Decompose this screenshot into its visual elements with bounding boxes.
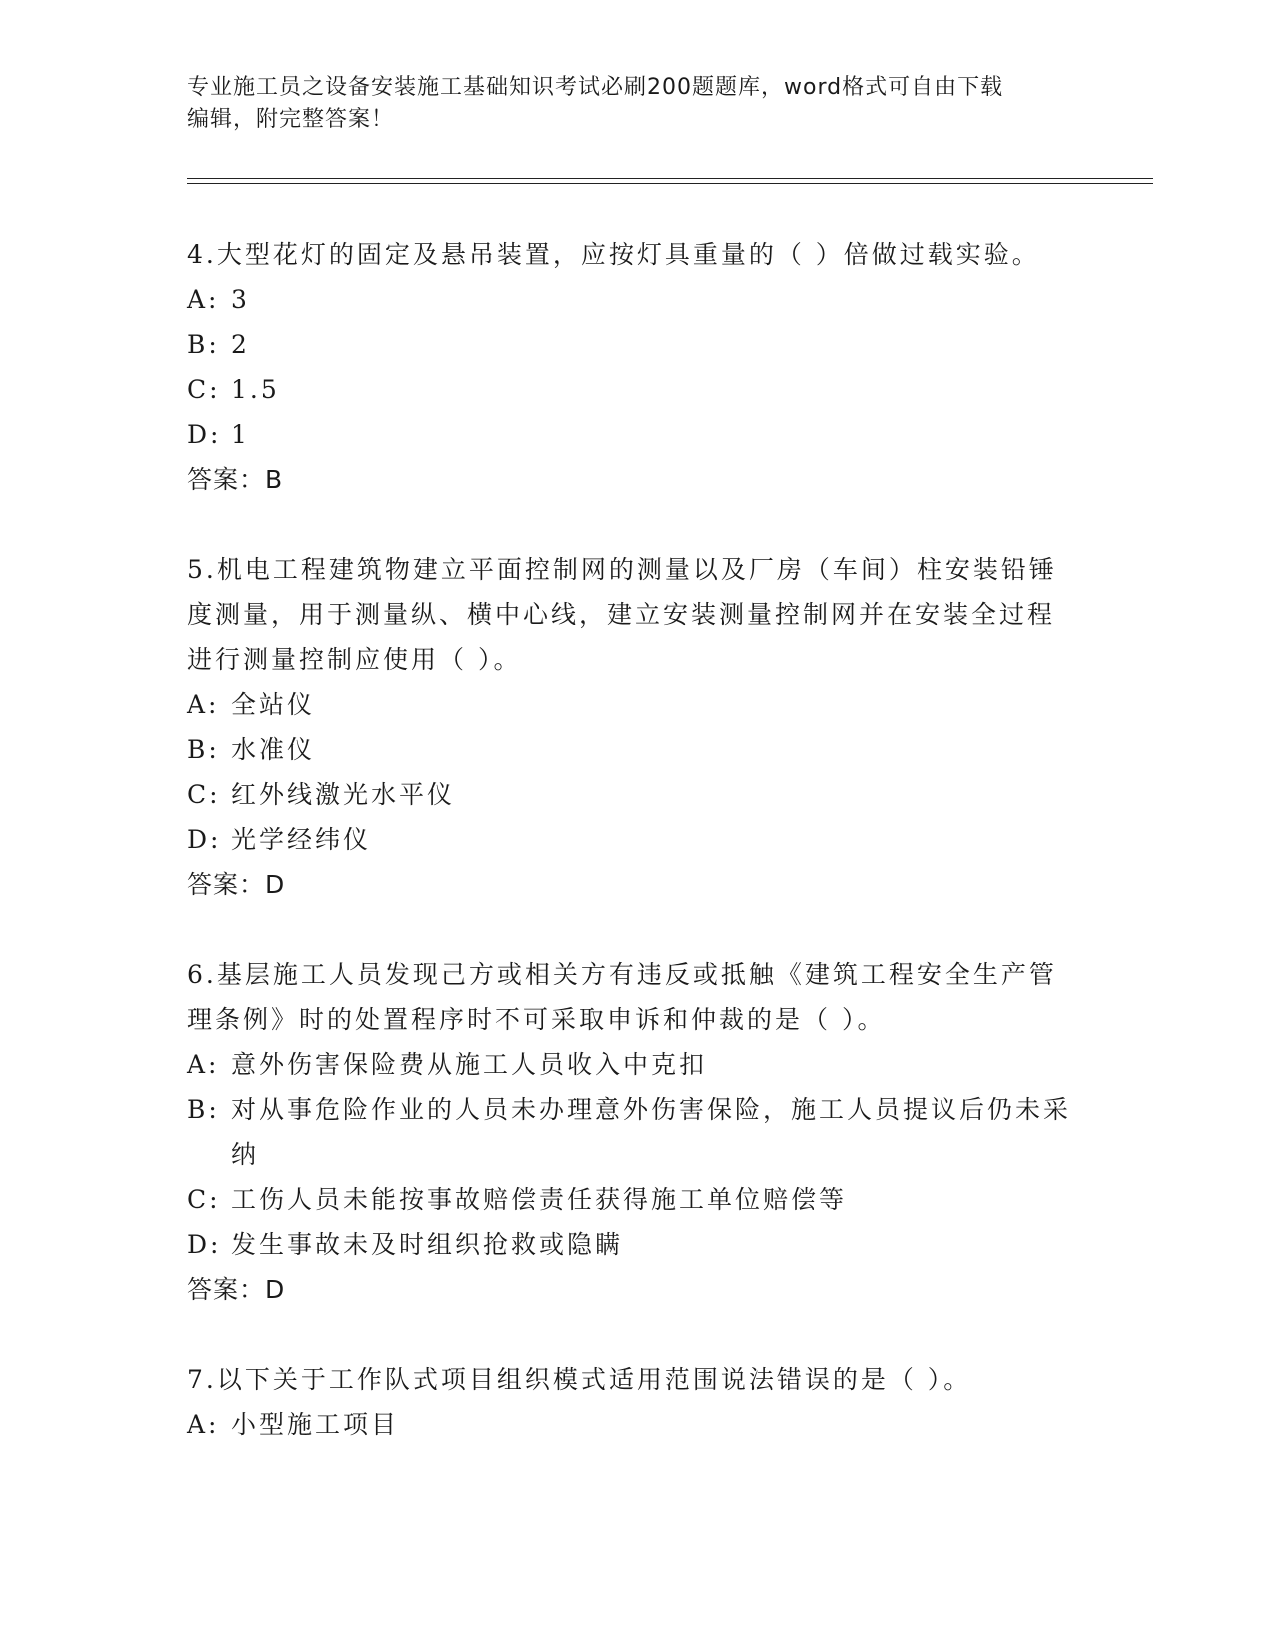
option-d	[187, 412, 1087, 457]
header-title-line-1: 专业施工员之设备安装施工基础知识考试必刷200题题库，word格式可自由下载	[187, 75, 1004, 100]
option-label: B:	[187, 330, 220, 359]
option-c	[187, 772, 1087, 817]
option-text: 全站仪	[231, 690, 316, 719]
option-text: 2	[231, 330, 250, 359]
option-text: 3	[231, 285, 250, 314]
question-stem: 5.机电工程建筑物建立平面控制网的测量以及厂房（车间）柱安装铅锤度测量，用于测量纵、横中心线，建立安装测量控制网并在安装全过程进行测量控制应使用（ ）。	[187, 555, 1057, 674]
option-label: A:	[187, 690, 220, 719]
option-label: A:	[187, 1050, 220, 1079]
option-text: 光学经纬仪	[231, 825, 372, 854]
question-stem: 7.以下关于工作队式项目组织模式适用范围说法错误的是（ ）。	[187, 1365, 972, 1394]
option-label: A:	[187, 285, 220, 314]
option-label: D:	[187, 825, 222, 854]
header-divider-top	[187, 178, 1153, 179]
option-label: D:	[187, 420, 222, 449]
answer-line: 答案：D	[187, 1275, 286, 1304]
option-label: A:	[187, 1410, 220, 1439]
option-text: 小型施工项目	[231, 1410, 400, 1439]
option-a	[187, 1402, 1087, 1447]
question-item	[187, 547, 1087, 907]
option-label: C:	[187, 375, 221, 404]
header-divider-bottom	[187, 183, 1153, 184]
option-a	[187, 682, 1087, 727]
question-stem: 6.基层施工人员发现己方或相关方有违反或抵触《建筑工程安全生产管理条例》时的处置程序时不可采取申诉和仲裁的是（ ）。	[187, 960, 1057, 1034]
option-text: 1.5	[231, 375, 280, 404]
option-c	[187, 1177, 1087, 1222]
option-d	[187, 817, 1087, 862]
option-label: C:	[187, 780, 221, 809]
option-a	[187, 1042, 1087, 1087]
option-text: 发生事故未及时组织抢救或隐瞒	[231, 1230, 624, 1259]
option-text: 对从事危险作业的人员未办理意外伤害保险，施工人员提议后仍未采纳	[231, 1095, 1072, 1169]
option-label: D:	[187, 1230, 222, 1259]
question-stem: 4.大型花灯的固定及悬吊装置，应按灯具重量的（ ）倍做过载实验。	[187, 240, 1040, 269]
option-text: 水准仪	[231, 735, 316, 764]
option-c	[187, 367, 1087, 412]
option-d	[187, 1222, 1087, 1267]
question-item	[187, 952, 1087, 1312]
option-b	[187, 322, 1087, 367]
answer-line: 答案：B	[187, 465, 284, 494]
header-title-line-2: 编辑，附完整答案！	[187, 107, 395, 132]
option-b	[187, 1087, 1087, 1177]
question-item	[187, 232, 1087, 502]
option-label: C:	[187, 1185, 221, 1214]
option-b	[187, 727, 1087, 772]
question-list	[187, 232, 1087, 1492]
option-text: 工伤人员未能按事故赔偿责任获得施工单位赔偿等	[231, 1185, 848, 1214]
option-label: B:	[187, 735, 220, 764]
question-item	[187, 1357, 1087, 1447]
option-text: 1	[231, 420, 250, 449]
answer-line: 答案：D	[187, 870, 286, 899]
option-text: 红外线激光水平仪	[231, 780, 456, 809]
document-header	[187, 72, 1087, 136]
option-text: 意外伤害保险费从施工人员收入中克扣	[231, 1050, 708, 1079]
option-a	[187, 277, 1087, 322]
option-label: B:	[187, 1095, 220, 1124]
